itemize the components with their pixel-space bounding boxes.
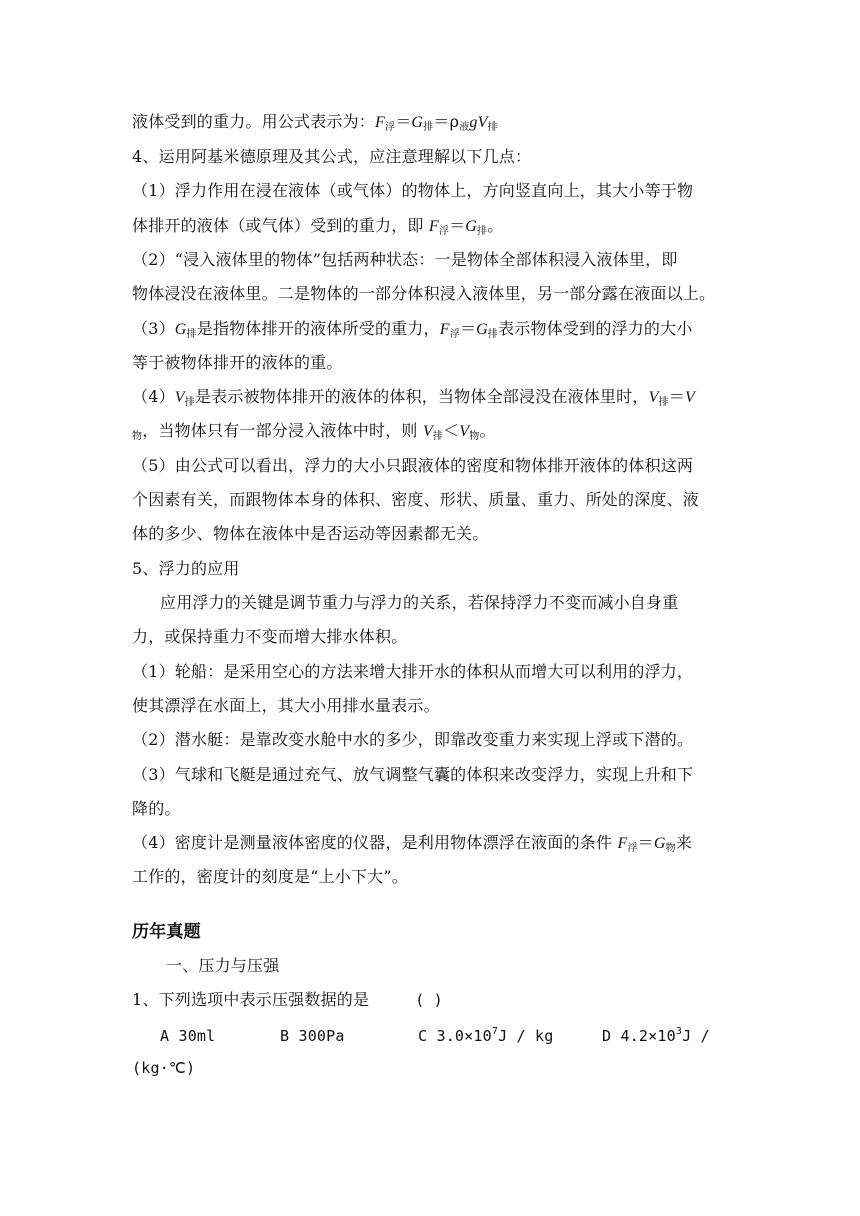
- text-line: $(4)V_排$是表示被物体排开的液体的体积，当物体全部浸没在液体里时，$V_排=V$: [132, 387, 695, 408]
- text-line: 液体受到的重力。用公式表示为：$F_浮=G_排=\rho_液gV_排$: [132, 112, 498, 133]
- option-b[interactable]: B 300Pa: [280, 1027, 345, 1045]
- text-line: $(3)G_排$是指物体排开的液体所受的重力，$F_浮=G_排$表示物体受到的浮力的大小: [132, 319, 693, 340]
- text-line: 体排开的液体（或气体）受到的重力，即 $F_浮=G_排$。: [132, 216, 504, 237]
- text-line: （1）轮船：是采用空心的方法来增大排开水的体积从而增大可以利用的浮力，: [132, 662, 694, 681]
- question-stem: 1、下列选项中表示压强数据的是 ( ): [132, 990, 443, 1009]
- subsection-title: 一、压力与压强: [166, 956, 280, 975]
- option-d-continuation: (kg·℃): [132, 1059, 196, 1077]
- text-line: （3）气球和飞艇是通过充气、放气调整气囊的体积来改变浮力，实现上升和下: [132, 765, 694, 784]
- question-options: [132, 1026, 732, 1048]
- option-a[interactable]: A 30ml: [160, 1027, 216, 1045]
- text-line: 力，或保持重力不变而增大排水体积。: [132, 627, 408, 646]
- text-line: 体的多少、物体在液体中是否运动等因素都无关。: [132, 524, 489, 543]
- option-c[interactable]: C $3.0\times 10^7J$ / kg: [418, 1026, 554, 1045]
- text-line: （4）密度计是测量液体密度的仪器，是利用物体漂浮在液面的条件 $F_浮=G_物$来: [132, 833, 693, 854]
- text-line: 使其漂浮在水面上，其大小用排水量表示。: [132, 696, 440, 715]
- text-line: 5、浮力的应用: [132, 559, 240, 578]
- text-line: 4、运用阿基米德原理及其公式，应注意理解以下几点：: [132, 147, 532, 166]
- text-line: 降的。: [132, 799, 181, 818]
- text-line: 等于被物体排开的液体的重。: [132, 353, 343, 372]
- text-line: 物体浸没在液体里。二是物体的一部分体积浸入液体里，另一部分露在液面以上。: [132, 284, 716, 303]
- section-title: 历年真题: [132, 922, 201, 942]
- text-line: 应用浮力的关键是调节重力与浮力的关系，若保持浮力不变而减小自身重: [160, 593, 679, 612]
- text-line: 个因素有关，而跟物体本身的体积、密度、形状、质量、重力、所处的深度、液: [132, 490, 700, 509]
- text-line: （2）潜水艇：是靠改变水舱中水的多少，即靠改变重力来实现上浮或下潜的。: [132, 730, 694, 749]
- option-d[interactable]: D $4.2\times 10^3J$ /: [602, 1026, 710, 1045]
- text-line: $_物$，当物体只有一部分浸入液体中时，则 $V_排<V_物$。: [132, 421, 496, 442]
- text-line: 工作的，密度计的刻度是“上小下大”。: [132, 867, 408, 886]
- text-line: （1）浮力作用在浸在液体（或气体）的物体上，方向竖直向上，其大小等于物: [132, 181, 694, 200]
- text-line: （5）由公式可以看出，浮力的大小只跟液体的密度和物体排开液体的体积这两: [132, 456, 694, 475]
- text-line: （2）“浸入液体里的物体”包括两种状态：一是物体全部体积浸入液体里，即: [132, 250, 678, 269]
